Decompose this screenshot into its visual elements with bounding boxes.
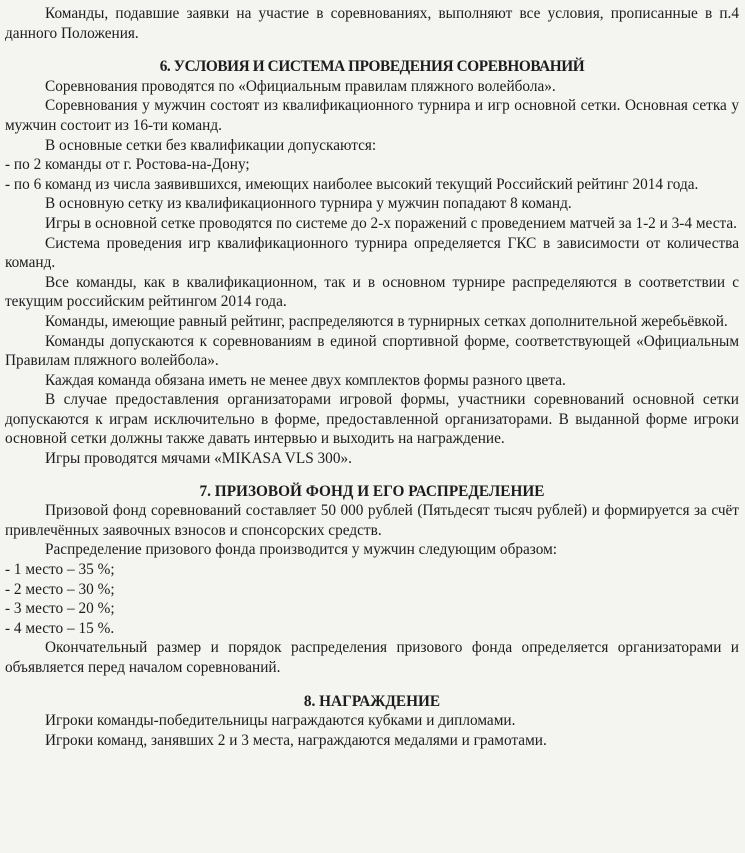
- section-7-paragraph: Призовой фонд соревнований составляет 50 000 рублей (Пятьдесят тысяч рублей) и формируется за счёт привлечённых заявочных взносов и спонсорских средств.: [5, 502, 739, 539]
- section-8-heading: 8. НАГРАЖДЕНИЕ: [303, 692, 441, 710]
- prize-list-item: - 4 место – 15 %.: [5, 619, 115, 637]
- section-6-paragraph: Игры проводятся мячами «MIKASA VLS 300».: [45, 450, 352, 468]
- section-7-paragraph: Распределение призового фонда производится у мужчин следующим образом:: [45, 541, 558, 559]
- section-6-paragraph: В основные сетки без квалификации допускаются:: [45, 136, 377, 154]
- section-6-paragraph: В основную сетку из квалификационного турнира у мужчин попадают 8 команд.: [45, 195, 572, 213]
- section-6-paragraph: Соревнования проводятся по «Официальным правилам пляжного волейбола».: [45, 77, 556, 95]
- prize-list-item: - 2 место – 30 %;: [5, 580, 115, 598]
- section-6-paragraph: В случае предоставления организаторами игровой формы, участники соревнований основной сетки допускаются к играм исключительно в форме, предоставленной организаторами. В выданной форме игроки основной сетки должны также давать интервью и выходить на награждение.: [5, 391, 739, 448]
- section-6-list-item: - по 2 команды от г. Ростова-на-Дону;: [5, 156, 250, 174]
- section-6-heading: 6. УСЛОВИЯ И СИСТЕМА ПРОВЕДЕНИЯ СОРЕВНОВАНИЙ: [159, 58, 585, 76]
- intro-paragraph: Команды, подавшие заявки на участие в соревнованиях, выполняют все условия, прописанные в п.4 данного Положения.: [5, 5, 739, 42]
- section-7-heading: 7. ПРИЗОВОЙ ФОНД И ЕГО РАСПРЕДЕЛЕНИЕ: [199, 482, 545, 500]
- section-6-paragraph: Команды, имеющие равный рейтинг, распределяются в турнирных сетках дополнительной жеребьёвкой.: [45, 312, 728, 330]
- section-6-paragraph: Каждая команда обязана иметь не менее двух комплектов формы разного цвета.: [45, 371, 566, 389]
- section-6-paragraph: Игры в основной сетке проводятся по системе до 2-х поражений с проведением матчей за 1-2 и 3-4 места.: [45, 214, 738, 232]
- document-page: [5, 4, 739, 750]
- section-6-list-item: - по 6 команд из числа заявившихся, имеющих наиболее высокий текущий Российский рейтинг 2014 года.: [5, 175, 699, 193]
- section-6-paragraph: Соревнования у мужчин состоят из квалификационного турнира и игр основной сетки. Основная сетка у мужчин состоит из 16-ти команд.: [5, 97, 739, 134]
- section-8-paragraph: Игроки команд, занявших 2 и 3 места, награждаются медалями и грамотами.: [45, 731, 547, 749]
- section-6-paragraph: Система проведения игр квалификационного турнира определяется ГКС в зависимости от количества команд.: [5, 234, 739, 272]
- prize-list-item: - 3 место – 20 %;: [5, 600, 115, 618]
- section-8-paragraph: Игроки команды-победительницы награждаются кубками и дипломами.: [45, 712, 516, 730]
- prize-list-item: - 1 место – 35 %;: [5, 561, 115, 579]
- section-6-paragraph: Все команды, как в квалификационном, так и в основном турнире распределяются в соответствии с текущим российским рейтингом 2014 года.: [5, 273, 739, 311]
- section-7-paragraph: Окончательный размер и порядок распределения призового фонда определяется организаторами и объявляется перед началом соревнований.: [5, 639, 739, 676]
- section-6-paragraph: Команды допускаются к соревнованиям в единой спортивной форме, соответствующей «Официальным Правилам пляжного волейбола».: [5, 332, 739, 370]
